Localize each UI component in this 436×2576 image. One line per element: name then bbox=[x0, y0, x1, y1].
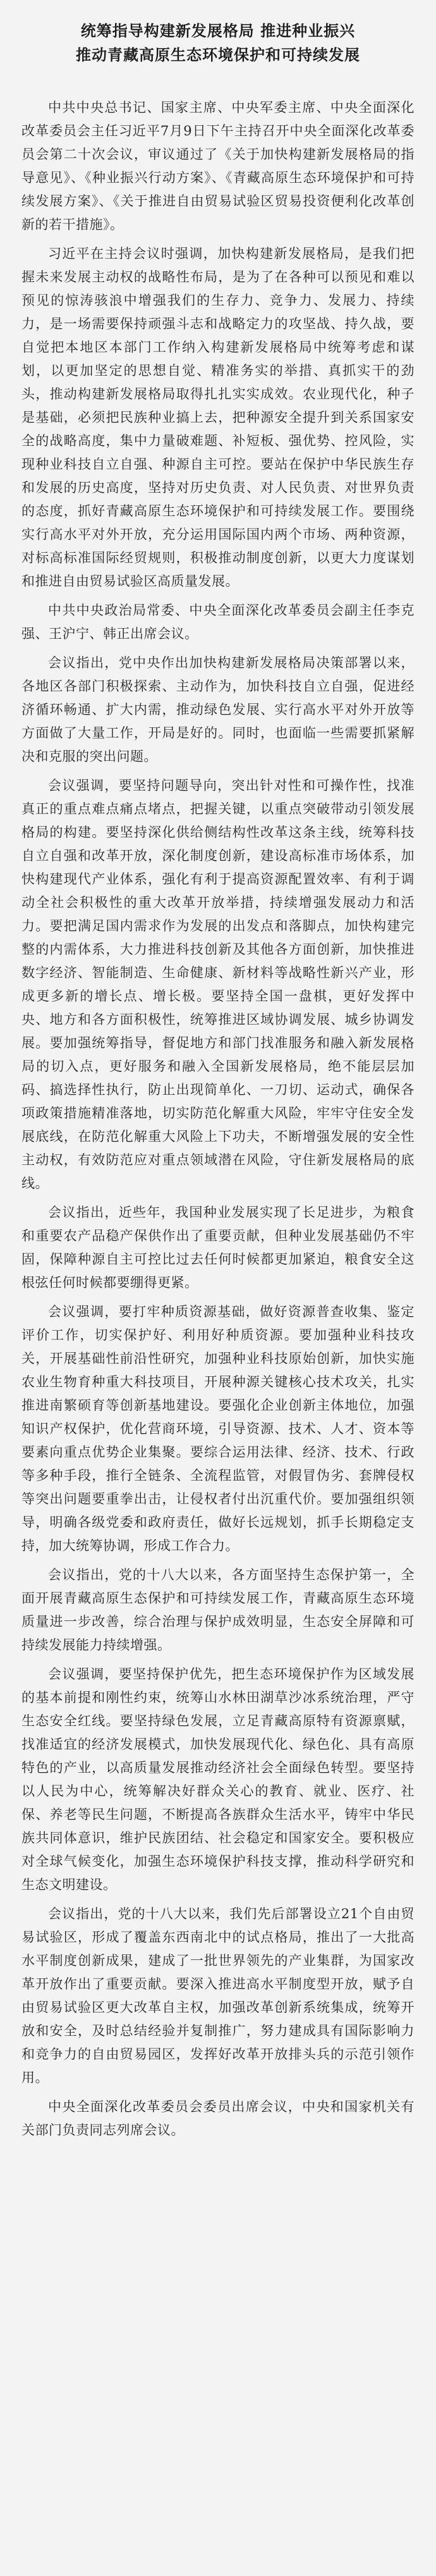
paragraph-1: 中共中央总书记、国家主席、中央军委主席、中央全面深化改革委员会主任习近平7月9日下午主持召开中央全面深化改革委员会第二十次会议，审议通过了《关于加快构建新发展格局的指导意见》、《种业振兴行动方案》、《青藏高原生态环境保护和可持续发展方案》、《关于推进自由贸易试验区贸易投资便利化改革创新的若干措施》。 bbox=[21, 100, 415, 232]
headline-line-2: 推动青藏高原生态环境保护和可持续发展 bbox=[76, 46, 360, 64]
paragraph-7: 会议强调，要打牢种质资源基础，做好资源普查收集、鉴定评价工作，切实保护好、利用好种质资源。要加强种业科技攻关，开展基础性前沿性研究，加强种业科技原始创新，加快实施农业生物育种重大科技项目，开展种源关键核心技术攻关，扎实推进南繁硕育等创新基地建设。要强化企业创新主体地位，加强知识产权保护，优化营商环境，引导资源、技术、人才、资本等要素向重点优势企业集聚。要综合运用法律、经济、技术、行政等多种手段，推行全链条、全流程监管，对假冒伪劣、套牌侵权等突出问题要重拳出击，让侵权者付出沉重代价。要加强组织领导，明确各级党委和政府责任，做好长远规划，抓手长期稳定支持，加大统筹协调，形成工作合力。 bbox=[21, 1304, 415, 1553]
paragraph-4: 会议指出，党中央作出加快构建新发展格局决策部署以来，各地区各部门积极探索、主动作为，加快科技自立自强，促进经济循环畅通、扩大内需，推动绿色发展、实行高水平对外开放等方面做了大量工作，开局是好的。同时，也面临一些需要抓紧解决和克服的突出问题。 bbox=[21, 655, 415, 764]
paragraph-11: 中央全面深化改革委员会委员出席会议，中央和国家机关有关部门负责同志列席会议。 bbox=[21, 2099, 415, 2138]
paragraph-9: 会议强调，要坚持保护优先，把生态环境保护作为区域发展的基本前提和刚性约束，统筹山水林田湖草沙冰系统治理，严守生态安全红线。要坚持绿色发展，立足青藏高原特有资源禀赋，找准适宜的经济发展模式，加快发展现代化、绿色化、具有高原特色的产业，以高质量发展推动经济社会全面绿色转型。要坚持以人民为中心，统筹解决好群众关心的教育、就业、医疗、社保、养老等民生问题，不断提高各族群众生活水平，铸牢中华民族共同体意识，维护民族团结、社会稳定和国家安全。要积极应对全球气候变化，加强生态环境保护科技支撑，推动科学研究和生态文明建设。 bbox=[21, 1667, 415, 1892]
paragraph-2: 习近平在主持会议时强调，加快构建新发展格局，是我们把握未来发展主动权的战略性布局，是为了在各种可以预见和难以预见的惊涛骇浪中增强我们的生存力、竞争力、发展力、持续力，是一场需要保持顽强斗志和战略定力的攻坚战、持久战，要自觉把本地区本部门工作纳入构建新发展格局中统筹考虑和谋划，以更加坚定的思想自觉、精准务实的举措、真抓实干的劲头，推动构建新发展格局取得扎扎实实成效。农业现代化，种子是基础，必须把民族种业搞上去，把种源安全提升到关系国家安全的战略高度，集中力量破难题、补短板、强优势、控风险，实现种业科技自立自强、种源自主可控。要站在保护中华民族生存和发展的历史高度，坚持对历史负责、对人民负责、对世界负责的态度，抓好青藏高原生态环境保护和可持续发展工作。要围绕实行高水平对外开放，充分运用国际国内两个市场、两种资源，对标高标准国际经贸规则，积极推动制度创新，以更大力度谋划和推进自由贸易试验区高质量发展。 bbox=[21, 246, 415, 589]
paragraph-5: 会议强调，要坚持问题导向，突出针对性和可操作性，找准真正的重点难点痛点堵点，把握关键，以重点突破带动引领发展格局的构建。要坚持深化供给侧结构性改革这条主线，统筹科技自立自强和改革开放，深化制度创新，建设高标准市场体系，加快构建现代产业体系，强化有利于提高资源配置效率、有利于调动全社会积极性的重大改革开放举措，持续增强发展动力和活力。要把满足国内需求作为发展的出发点和落脚点，加快构建完整的内需体系，大力推进科技创新及其他各方面创新，加快推进数字经济、智能制造、生命健康、新材料等战略性新兴产业，形成更多新的增长点、增长极。要坚持全国一盘棋，更好发挥中央、地方和各方面积极性，统筹推进区域协调发展、城乡协调发展。要加强统筹指导，督促地方和部门找准服务和融入新发展格局的切入点，更好服务和融入全国新发展格局，绝不能层层加码、搞选择性执行，防止出现简单化、一刀切、运动式，确保各项政策措施精准落地，切实防范化解重大风险，牢牢守住安全发展底线，在防范化解重大风险上下功夫，不断增强发展的安全性主动权，有效防范应对重点领域潜在风险，守住新发展格局的底线。 bbox=[21, 778, 415, 1191]
headline-line-1: 统筹指导构建新发展格局 推进种业振兴 bbox=[80, 22, 356, 40]
article-body bbox=[21, 96, 415, 2142]
paragraph-3: 中共中央政治局常委、中央全面深化改革委员会副主任李克强、王沪宁、韩正出席会议。 bbox=[21, 603, 415, 641]
paragraph-8: 会议指出，党的十八大以来，各方面坚持生态保护第一，全面开展青藏高原生态保护和可持续发展工作，青藏高原生态环境质量进一步改善，综合治理与保护成效明显，生态安全屏障和可持续发展能力持续增强。 bbox=[21, 1567, 415, 1653]
article-headline bbox=[21, 19, 415, 67]
paragraph-10: 会议指出，党的十八大以来，我们先后部署设立21个自由贸易试验区，形成了覆盖东西南北中的试点格局，推出了一大批高水平制度创新成果，建成了一批世界领先的产业集群，为国家改革开放作出了重要贡献。要深入推进高水平制度型开放，赋予自由贸易试验区更大改革自主权，加强改革创新系统集成，统筹开放和安全，及时总结经验并复制推广，努力建成具有国际影响力和竞争力的自由贸易园区，发挥好改革开放排头兵的示范引领作用。 bbox=[21, 1906, 415, 2085]
paragraph-6: 会议指出，近些年，我国种业发展实现了长足进步，为粮食和重要农产品稳产保供作出了重要贡献，但种业发展基础仍不牢固，保障种源自主可控比过去任何时候都更加紧迫，粮食安全这根弦任何时候都要绷得更紧。 bbox=[21, 1205, 415, 1290]
